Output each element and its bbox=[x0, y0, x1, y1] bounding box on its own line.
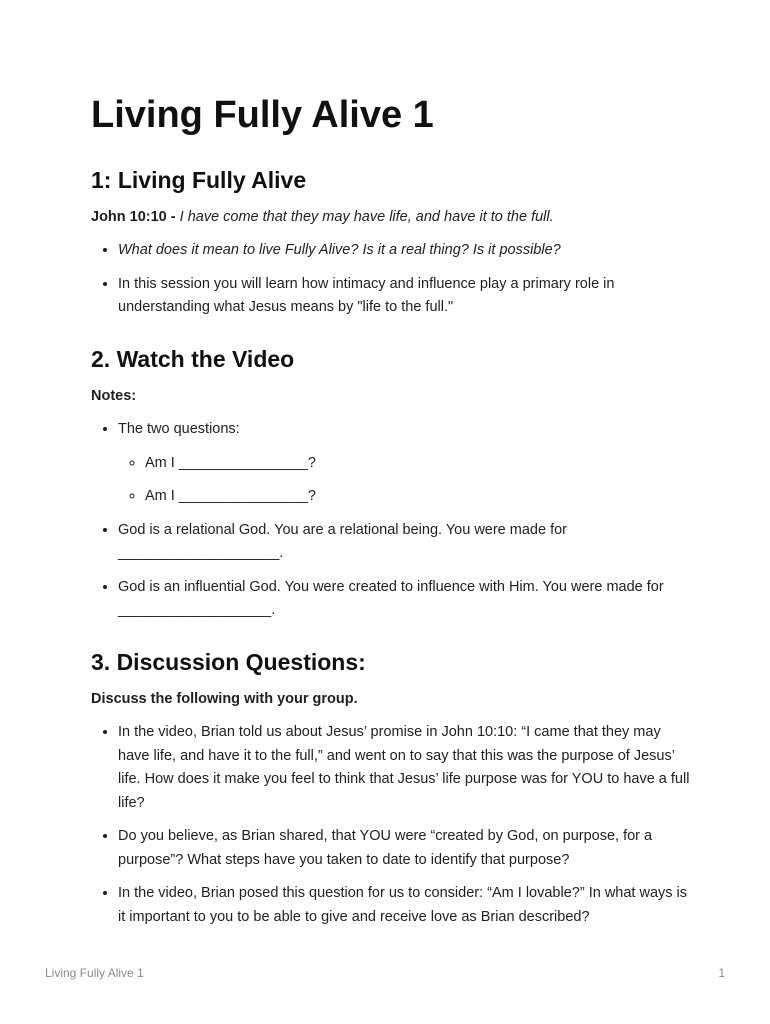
verse-text: I have come that they may have life, and have it to the full. bbox=[179, 209, 554, 226]
list-item: • In the video, Brian posed this question for us to consider: “Am I lovable?” In what ways is it important to you to be able to give and receive love as Brian described? bbox=[118, 882, 691, 929]
verse-reference: John 10:10 - bbox=[91, 209, 176, 226]
list-item: ◦ Am I ________________? bbox=[145, 485, 691, 509]
section-watch-the-video bbox=[91, 346, 691, 623]
questions-sub-list bbox=[118, 452, 691, 509]
document-page bbox=[91, 94, 691, 955]
section-living-fully-alive bbox=[91, 167, 691, 320]
section1-heading: 1: Living Fully Alive bbox=[91, 166, 307, 193]
verse-line bbox=[91, 206, 691, 229]
section3-bullet-list bbox=[91, 721, 691, 929]
section2-bullet-list bbox=[91, 418, 691, 623]
section1-bullet-list bbox=[91, 239, 691, 320]
discussion-intro: Discuss the following with your group. bbox=[91, 691, 358, 708]
footer-title: Living Fully Alive 1 bbox=[45, 966, 144, 980]
list-item: • God is an influential God. You were created to influence with Him. You were made for ___________________. bbox=[118, 576, 691, 623]
list-item: • In this session you will learn how intimacy and influence play a primary role in understanding what Jesus means by "life to the full." bbox=[118, 273, 691, 320]
list-item: • God is a relational God. You are a relational being. You were made for ____________________. bbox=[118, 519, 691, 566]
page-number: 1 bbox=[718, 966, 725, 980]
list-item bbox=[118, 418, 691, 509]
list-item: • What does it mean to live Fully Alive? Is it a real thing? Is it possible? bbox=[118, 239, 691, 263]
list-item: • In the video, Brian told us about Jesus’ promise in John 10:10: “I came that they may have life, and have it to the full,” and went on to say that this was the purpose of Jesus’ life. How does it make you feel to think that Jesus’ life purpose was for YOU to have a full life? bbox=[118, 721, 691, 815]
document-title: Living Fully Alive 1 bbox=[91, 94, 434, 136]
two-questions-label: The two questions: bbox=[118, 421, 240, 438]
notes-label: Notes: bbox=[91, 388, 137, 405]
section3-heading: 3. Discussion Questions: bbox=[91, 648, 366, 675]
section-discussion-questions bbox=[91, 649, 691, 930]
list-item: • Do you believe, as Brian shared, that YOU were “created by God, on purpose, for a purpose”? What steps have you taken to date to identify that purpose? bbox=[118, 825, 691, 872]
section2-heading: 2. Watch the Video bbox=[91, 345, 295, 372]
list-item: ◦ Am I ________________? bbox=[145, 452, 691, 476]
